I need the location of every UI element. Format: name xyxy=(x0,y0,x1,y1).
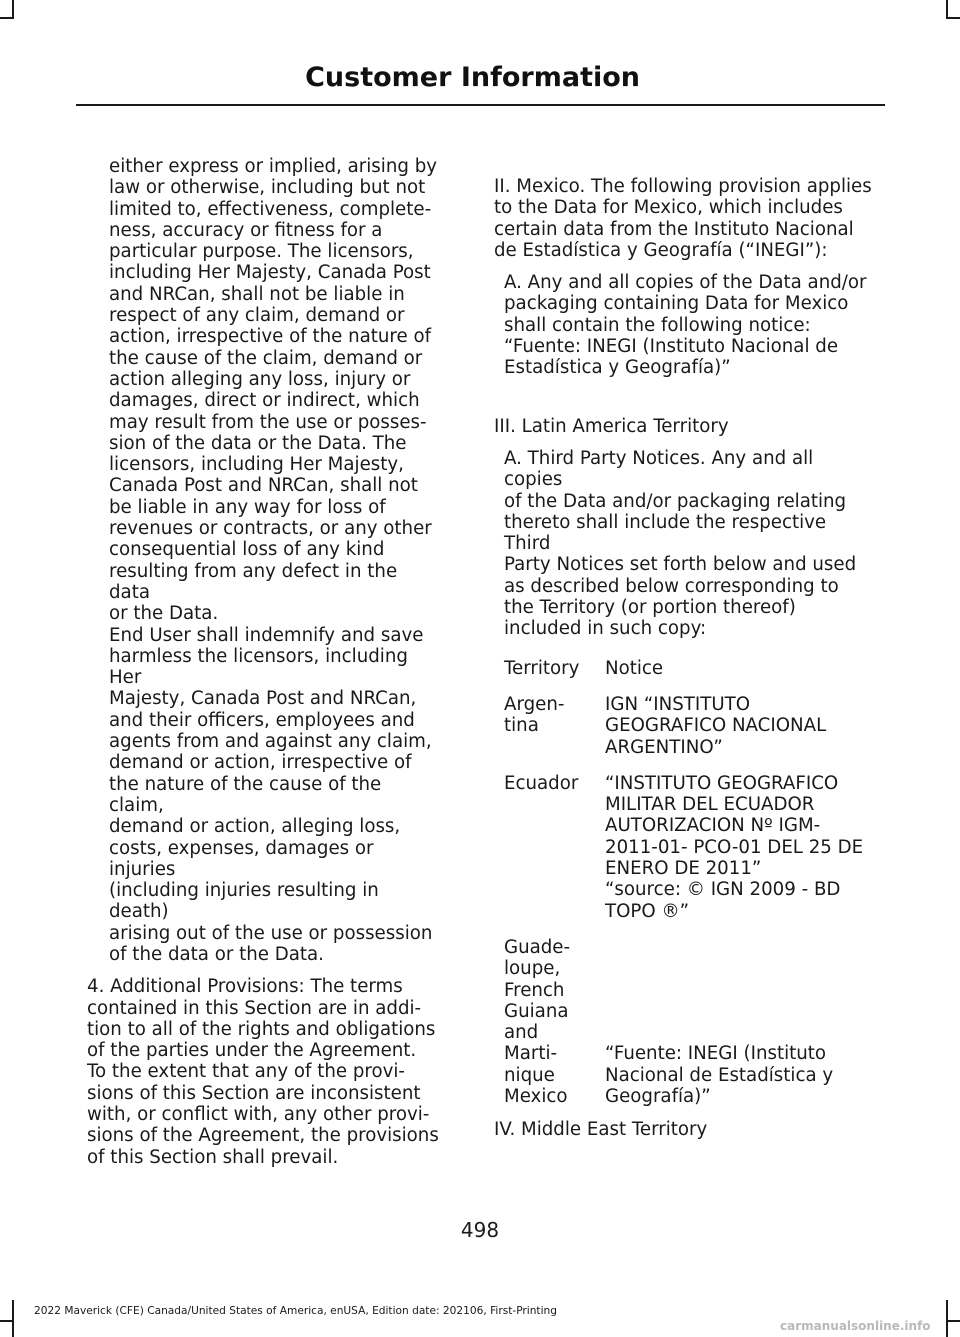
disclaimer-text: either express or implied, arising by law or otherwise, including but not limited to, effectiveness, complete- ness, accuracy or fitness for a particular purpose. The licensors, including Her Majesty, Canada Post and NRCan, shall not be liable in respect of any claim, demand or action, irrespective of the nature of the cause of the claim, demand or action alleging any loss, injury or damages, direct or indirect, which may result from the use or posses- sion of the data or the Data. The licensors, including Her Majesty, Canada Post and NRCan, shall not be liable in any way for loss of revenues or contracts, or any other consequential loss of any kind resulting from any defect in the data or the Data. xyxy=(109,156,437,625)
page-number: 498 xyxy=(460,1218,500,1242)
page-title: Customer Information xyxy=(305,62,640,93)
mexico-provision-text: II. Mexico. The following provision applies to the Data for Mexico, which includes certain data from the Instituto Nacional de Estadística y Geografía (“INEGI”): xyxy=(494,176,872,261)
table-row xyxy=(504,773,874,922)
table-cell-territory: Argen- tina xyxy=(504,693,565,737)
table-row xyxy=(504,694,874,758)
table-header-notice: Notice xyxy=(605,657,664,679)
table-header-territory: Territory xyxy=(504,657,580,679)
table-cell-territory: Marti- nique Mexico xyxy=(504,1043,568,1107)
table-cell-notice: “INSTITUTO GEOGRAFICO MILITAR DEL ECUADOR AUTORIZACION Nº IGM- 2011-01- PCO-01 DEL 25 DE ENERO DE 2011” “source: © IGN 2009 - BD TOPO ®” xyxy=(605,772,864,922)
latam-notice-text: A. Third Party Notices. Any and all copies of the Data and/or packaging relating thereto shall include the respective Third Party Notices set forth below and used as described below corresponding to the Territory (or portion thereof) included in such copy: xyxy=(504,447,857,640)
edition-footer: 2022 Maverick (CFE) Canada/United States of America, enUSA, Edition date: 202106, First-Printing xyxy=(34,1305,557,1317)
additional-provisions-text: 4. Additional Provisions: The terms contained in this Section are in addi- tion to all of the rights and obligations of the parties under the Agreement. To the extent that any of the provi- sions of this Section are inconsistent with, or conflict with, any other provi- sions of the Agreement, the provisions of this Section shall prevail. xyxy=(87,976,439,1168)
table-row xyxy=(504,1043,874,1107)
latam-heading: III. Latin America Territory xyxy=(494,415,729,437)
crop-mark-top-right-h xyxy=(946,17,960,19)
watermark: carmanualsonline.info xyxy=(780,1319,931,1333)
left-column xyxy=(87,156,439,1168)
right-column xyxy=(494,176,874,1141)
middle-east-heading: IV. Middle East Territory xyxy=(494,1119,708,1141)
table-cell-notice xyxy=(605,937,875,1043)
crop-mark-bottom-left-h xyxy=(0,1320,14,1322)
disclaimer-paragraph xyxy=(87,156,439,965)
crop-mark-bottom-right-v xyxy=(946,1300,948,1337)
table-cell-notice: IGN “INSTITUTO GEOGRAFICO NACIONAL ARGENTINO” xyxy=(605,693,827,758)
table-cell-territory: Guade- loupe, French Guiana and xyxy=(504,936,571,1044)
crop-mark-bottom-left-v xyxy=(12,1300,14,1337)
crop-mark-top-left-h xyxy=(0,17,14,19)
indemnify-text: End User shall indemnify and save harmless the licensors, including Her Majesty, Canada Post and NRCan, and their officers, employees and agents from and against any claim, demand or action, irrespective of the nature of the cause of the claim, demand or action, alleging loss, costs, expenses, damages or injuries (including injuries resulting in death) arising out of the use or possession of the data or the Data. xyxy=(109,624,433,965)
mexico-notice-text: A. Any and all copies of the Data and/or packaging containing Data for Mexico shall contain the following notice: “Fuente: INEGI (Instituto Nacional de Estadística y Geografía)” xyxy=(504,272,867,379)
header-rule xyxy=(76,104,885,106)
table-header-row xyxy=(504,658,874,679)
table-row xyxy=(504,937,874,1043)
crop-mark-top-right-v xyxy=(946,0,948,18)
third-party-notices-table xyxy=(494,658,874,1108)
crop-mark-bottom-right-h xyxy=(946,1320,960,1322)
table-cell-notice: “Fuente: INEGI (Instituto Nacional de Estadística y Geografía)” xyxy=(605,1043,834,1107)
crop-mark-top-left-v xyxy=(12,0,14,18)
table-cell-territory: Ecuador xyxy=(504,772,579,794)
